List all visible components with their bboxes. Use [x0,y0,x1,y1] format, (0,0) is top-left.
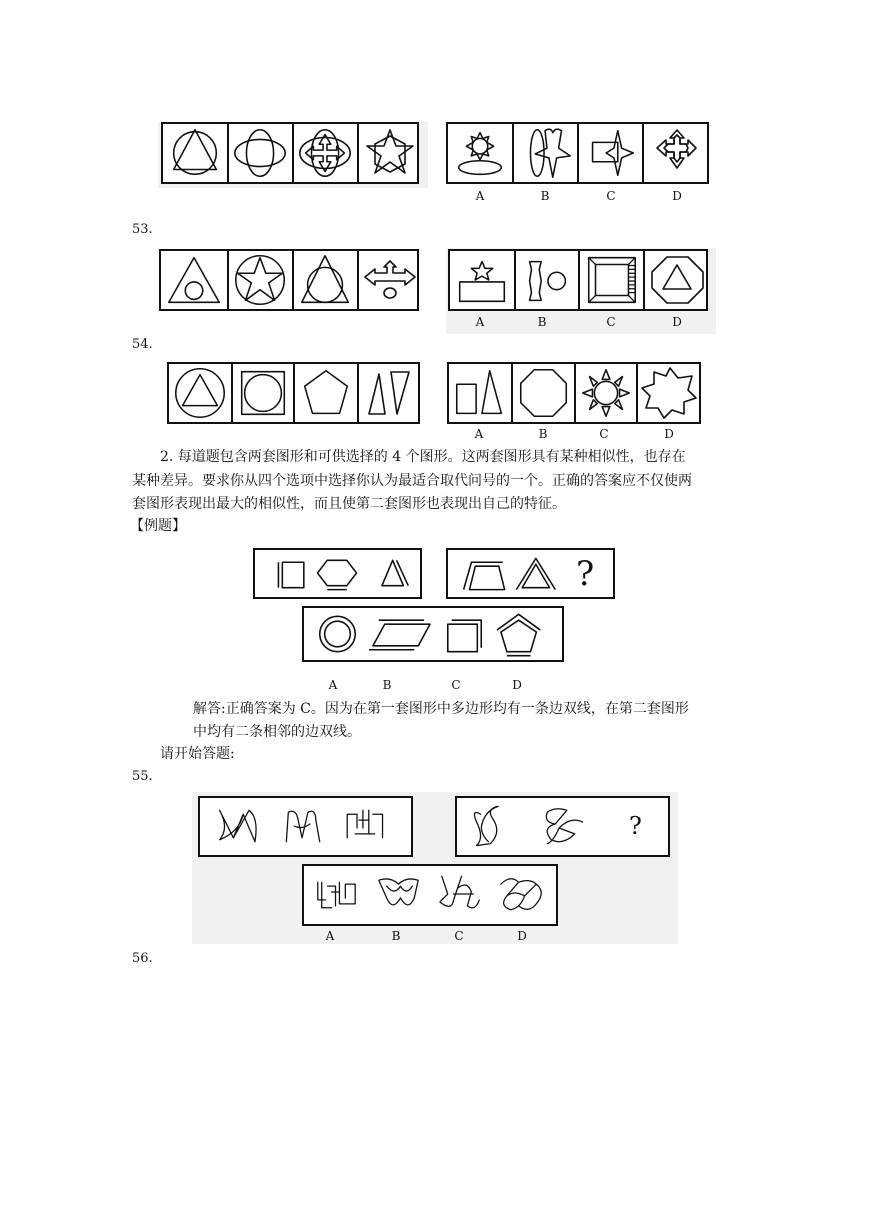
section2-intro-line2: 某种差异。要求你从四个选项中选择你认为最适合取代问号的一个。正确的答案应不仅使两 [132,473,692,489]
p55-label-d: D [517,929,527,943]
example-label-c: C [451,678,461,692]
p54-q4 [359,364,422,422]
p53-label-d: D [672,315,682,329]
answer-line1: 解答:正确答案为 C。因为在第一套图形中多边形均有一条边双线，在第二套图形 [193,701,689,717]
p54-question-panel [167,362,420,424]
p54-q2 [233,364,295,422]
p53-q2 [229,251,294,309]
p53-q3 [294,251,359,309]
p52-label-c: C [606,189,616,203]
p52-label-b: B [540,189,550,203]
p54-option-c [576,364,638,422]
p52-label-a: A [475,189,485,203]
p52-option-c [579,124,644,182]
p52-option-d [644,124,711,182]
p52-label-d: D [672,189,682,203]
example-set1-panel [253,548,422,599]
example-heading: 【例题】 [130,518,186,534]
p54-option-b [513,364,576,422]
p54-options-panel [447,362,701,424]
answer-line2: 中均有二条相邻的边双线。 [193,724,361,740]
p55-set1-panel [198,796,413,857]
p53-option-d [645,251,710,309]
p55-set2-panel [455,796,670,857]
p55-label-b: B [391,929,401,943]
section2-intro-line1: 2. 每道题包含两套图形和可供选择的 4 个图形。这两套图形具有某种相似性，也存在 [160,449,686,465]
p52-question-panel [161,122,419,184]
p52-q2 [229,124,294,182]
example-label-a: A [328,678,338,692]
example-question-mark: ? [576,554,595,594]
p52-options-panel [446,122,709,184]
p53-option-c [580,251,645,309]
p54-option-a [449,364,513,422]
p52-q4 [359,124,421,182]
p54-label-d: D [664,427,674,441]
p52-option-b [514,124,579,182]
example-options-panel [302,606,564,662]
p53-label-b: B [537,315,547,329]
p54-number: 54. [132,337,153,352]
p54-label-c: C [599,427,609,441]
p53-label-a: A [475,315,485,329]
p52-q1 [163,124,229,182]
p53-question-panel [159,249,419,311]
p55-question-mark: ? [629,812,642,840]
example-label-b: B [382,678,392,692]
p53-option-a [450,251,516,309]
p54-option-d [638,364,703,422]
p55-label-a: A [325,929,335,943]
example-label-d: D [512,678,522,692]
p53-number: 53. [132,222,153,237]
p56-number: 56. [132,951,153,966]
p53-options-panel [448,249,708,311]
p54-label-a: A [474,427,484,441]
p54-label-b: B [538,427,548,441]
p55-options-panel [302,864,558,926]
p55-label-c: C [454,929,464,943]
p53-option-b [516,251,580,309]
p53-q4 [359,251,421,309]
p55-number: 55. [132,769,153,784]
p53-q1 [161,251,229,309]
example-set2-panel [446,548,615,599]
p52-q3 [294,124,359,182]
p54-q3 [295,364,359,422]
p54-q1 [169,364,233,422]
start-prompt: 请开始答题: [160,746,235,762]
p53-label-c: C [606,315,616,329]
p52-option-a [448,124,514,182]
section2-intro-line3: 套图形表现出最大的相似性，而且使第二套图形也表现出自己的特征。 [132,496,566,512]
